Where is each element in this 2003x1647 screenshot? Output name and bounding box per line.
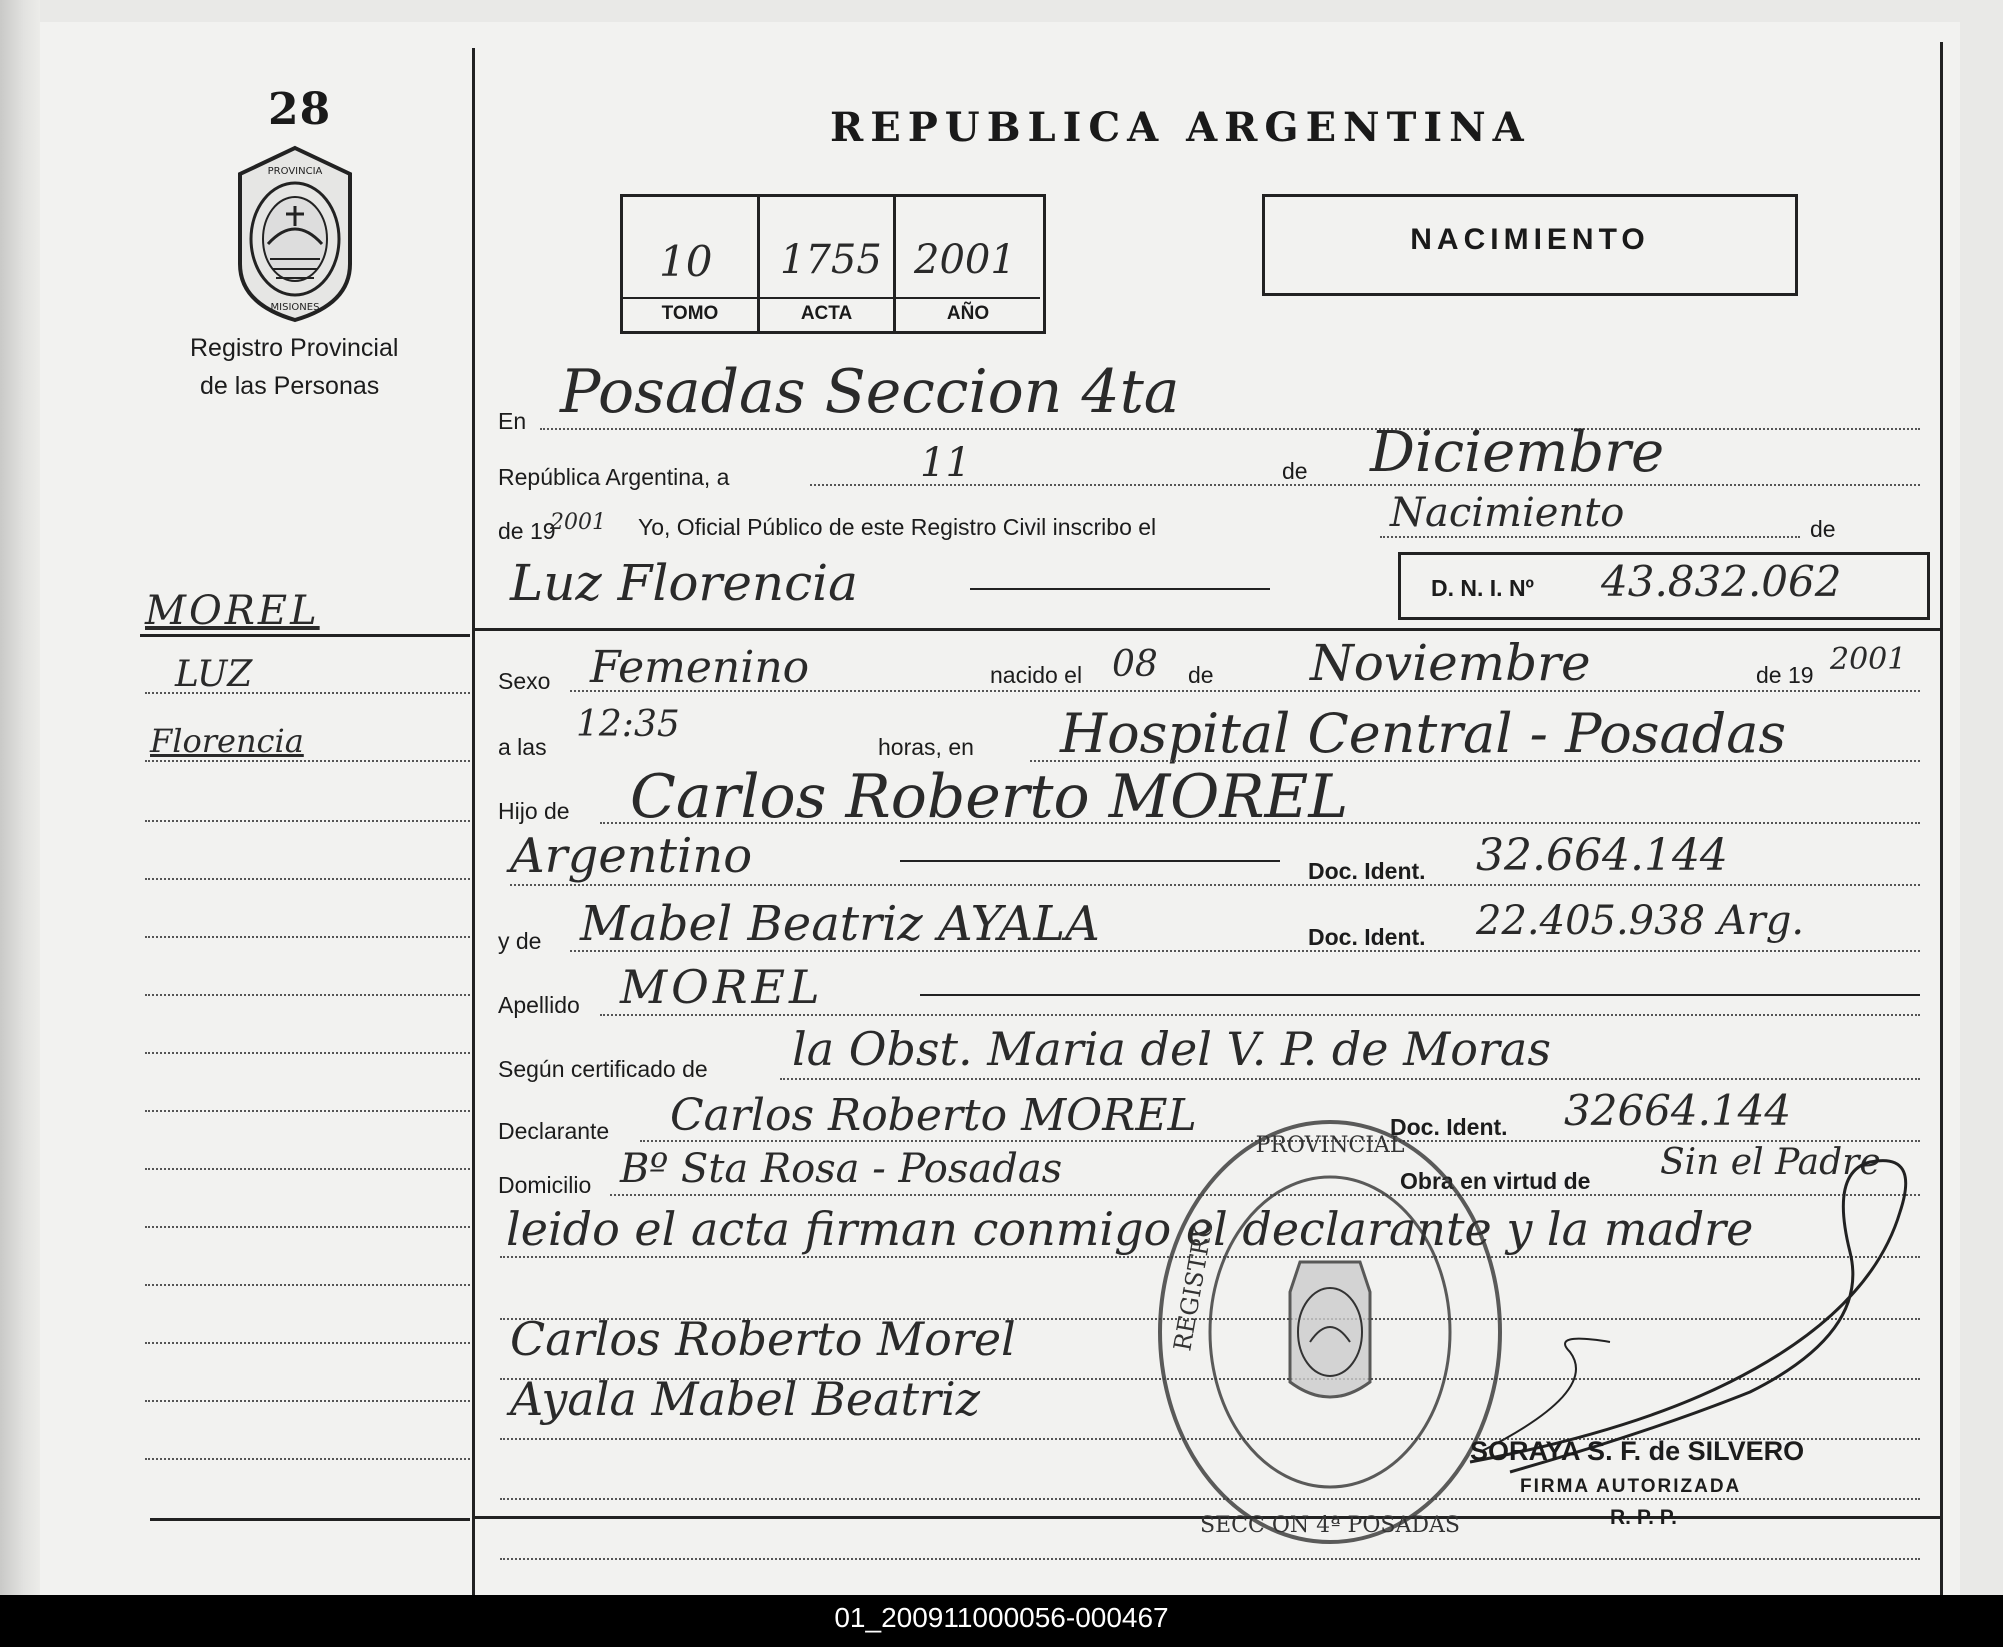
- hijo-label: Hijo de: [498, 798, 570, 824]
- apellido-value: MOREL: [620, 960, 824, 1014]
- domicilio-label: Domicilio: [498, 1172, 592, 1198]
- acta-value: 1755: [780, 237, 882, 283]
- filler-dash: [970, 588, 1270, 590]
- ano-label: AÑO: [896, 297, 1040, 325]
- tomo-value: 10: [659, 237, 713, 286]
- image-id-bar: [0, 1595, 2003, 1647]
- official-name: SORAYA S. F. de SILVERO: [1470, 1436, 1805, 1466]
- filler-dash: [900, 860, 1280, 862]
- sexo-value: Femenino: [590, 642, 810, 693]
- certificate-issuer: la Obst. Maria del V. P. de Moras: [792, 1022, 1551, 1076]
- page-number: 28: [268, 84, 332, 135]
- declarante-name: Carlos Roberto MOREL: [670, 1090, 1197, 1141]
- margin-line: [145, 1400, 470, 1402]
- father-nationality: Argentino: [510, 828, 753, 884]
- svg-text:MISIONES: MISIONES: [270, 302, 320, 313]
- ano-cell: [896, 197, 1040, 331]
- birth-year-prefix: de 19: [1756, 662, 1814, 688]
- margin-surname: MOREL: [145, 588, 320, 634]
- official-title: FIRMA AUTORIZADA: [1520, 1476, 1742, 1497]
- registration-year: 2001: [550, 510, 606, 535]
- de-label-2: de: [1810, 516, 1836, 542]
- declarante-doc: 32664.144: [1564, 1086, 1792, 1135]
- svg-text:PROVINCIAL: PROVINCIAL: [1255, 1133, 1405, 1158]
- margin-line: [145, 1342, 470, 1344]
- book-fold: [0, 0, 40, 1595]
- nacido-label: nacido el: [990, 662, 1083, 688]
- document-type-box: [1262, 194, 1798, 296]
- obra-value: Sin el Padre: [1660, 1142, 1881, 1183]
- registry-name-line2: de las Personas: [200, 372, 380, 400]
- image-id: 01_200911000056-000467: [834, 1602, 1169, 1633]
- margin-line: [145, 692, 470, 694]
- registry-name-line1: Registro Provincial: [190, 334, 399, 362]
- svg-text:SECC ON 4ª POSADAS: SECC ON 4ª POSADAS: [1200, 1513, 1460, 1538]
- father-doc: 32.664.144: [1476, 830, 1728, 881]
- field-line: [810, 484, 1920, 486]
- republica-label: República Argentina, a: [498, 464, 730, 490]
- margin-line: [145, 994, 470, 996]
- doc-label: Doc. Ident.: [1308, 858, 1426, 884]
- margin-line: [145, 760, 470, 762]
- doc-label-3: Doc. Ident.: [1390, 1114, 1508, 1140]
- birth-year: 2001: [1830, 642, 1907, 677]
- a-las-label: a las: [498, 734, 547, 760]
- margin-second-name: Florencia: [150, 722, 304, 760]
- document-type: NACIMIENTO: [1410, 223, 1650, 256]
- place-of-registration: Posadas Seccion 4ta: [560, 357, 1180, 427]
- margin-line: [145, 1284, 470, 1286]
- filler-dash: [920, 994, 1920, 996]
- margin-line: [145, 936, 470, 938]
- margin-line: [145, 1458, 470, 1460]
- mother-name: Mabel Beatriz AYALA: [580, 896, 1100, 952]
- birth-time: 12:35: [576, 704, 680, 745]
- dni-label: D. N. I. Nº: [1431, 575, 1534, 601]
- oficial-text: Yo, Oficial Público de este Registro Civil inscribo el: [638, 514, 1157, 540]
- margin-line: [145, 1168, 470, 1170]
- father-name: Carlos Roberto MOREL: [630, 762, 1349, 832]
- registration-day: 11: [920, 440, 971, 486]
- year-prefix: de 19: [498, 518, 556, 544]
- de-label: de: [1282, 458, 1308, 484]
- section-divider: [472, 628, 1940, 631]
- domicilio-value: Bº Sta Rosa - Posadas: [620, 1146, 1063, 1192]
- margin-line: [145, 1226, 470, 1228]
- svg-text:PROVINCIA: PROVINCIA: [267, 166, 323, 177]
- svg-text:REGISTRO: REGISTRO: [1168, 1215, 1220, 1354]
- signature-father: Carlos Roberto Morel: [510, 1312, 1016, 1366]
- margin-line: [145, 820, 470, 822]
- child-name: Luz Florencia: [510, 554, 858, 612]
- provincial-seal-icon: [230, 144, 360, 324]
- official-org: R. P. P.: [1610, 1506, 1677, 1529]
- field-line: [1380, 536, 1800, 538]
- record-sheet: [40, 22, 1960, 1595]
- record-number-box: [620, 194, 1046, 334]
- doc-label-2: Doc. Ident.: [1308, 924, 1426, 950]
- horas-label: horas, en: [878, 734, 974, 760]
- birth-day: 08: [1112, 644, 1158, 685]
- margin-line: [145, 1110, 470, 1112]
- apellido-label: Apellido: [498, 992, 580, 1018]
- field-line: [600, 1014, 1920, 1016]
- closing-note: leido el acta firman conmigo el declarante y la madre: [506, 1202, 1754, 1256]
- event-type: Nacimiento: [1390, 490, 1625, 536]
- margin-divider: [140, 634, 470, 637]
- tomo-label: TOMO: [623, 297, 757, 325]
- dni-value: 43.832.062: [1601, 557, 1842, 606]
- tomo-cell: [623, 197, 760, 331]
- field-line: [570, 950, 1920, 952]
- field-line: [570, 690, 1920, 692]
- field-line: [600, 822, 1920, 824]
- dni-box: [1398, 552, 1930, 620]
- birth-place: Hospital Central - Posadas: [1060, 702, 1787, 765]
- main-left-border: [472, 48, 475, 1595]
- country-title: REPUBLICA ARGENTINA: [830, 104, 1531, 151]
- ano-value: 2001: [914, 237, 1016, 283]
- registration-month: Diciembre: [1370, 420, 1665, 485]
- birth-month: Noviembre: [1310, 634, 1591, 692]
- de-label-3: de: [1188, 662, 1214, 688]
- en-label: En: [498, 408, 527, 434]
- margin-line: [145, 1052, 470, 1054]
- acta-cell: [760, 197, 896, 331]
- field-line: [780, 1078, 1920, 1080]
- mother-doc: 22.405.938 Arg.: [1476, 898, 1805, 944]
- acta-label: ACTA: [760, 297, 893, 325]
- signature-mother: Ayala Mabel Beatriz: [510, 1372, 980, 1426]
- field-line: [510, 884, 1920, 886]
- y-de-label: y de: [498, 928, 542, 954]
- segun-label: Según certificado de: [498, 1056, 708, 1082]
- margin-line: [145, 878, 470, 880]
- declarante-label: Declarante: [498, 1118, 610, 1144]
- margin-bottom-rule: [150, 1518, 470, 1521]
- margin-first-name: LUZ: [175, 654, 253, 695]
- field-line: [500, 1558, 1920, 1560]
- obra-label: Obra en virtud de: [1400, 1168, 1591, 1194]
- field-line: [540, 428, 1920, 430]
- sexo-label: Sexo: [498, 668, 551, 694]
